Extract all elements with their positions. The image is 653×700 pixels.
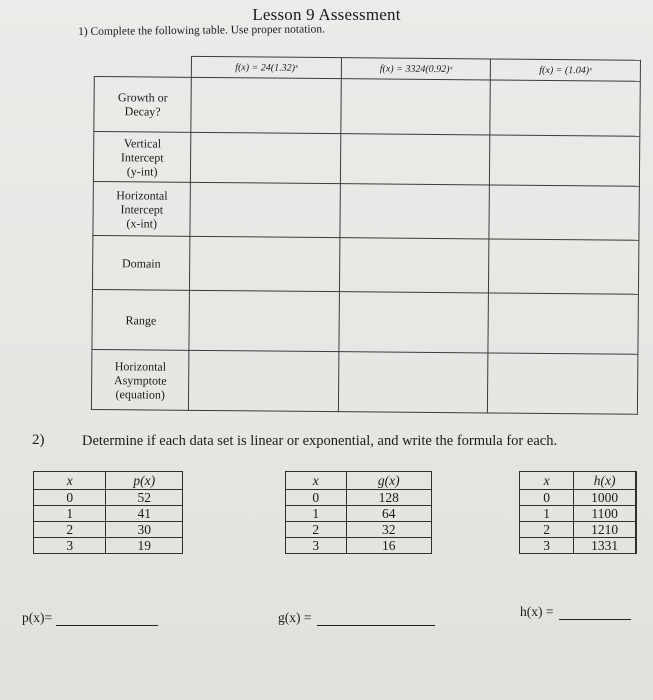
x-value: 3 [34, 538, 106, 554]
answer-cell[interactable] [339, 238, 489, 293]
label-line: Horizontal [114, 358, 167, 374]
data-table-h [519, 471, 637, 554]
answer-cell[interactable] [490, 80, 640, 136]
y-value: 30 [106, 522, 183, 538]
y-value: 128 [346, 490, 431, 506]
x-value: 0 [34, 490, 106, 506]
x-value: 3 [520, 538, 574, 554]
answer-cell[interactable] [191, 132, 341, 183]
answer-h [520, 604, 631, 620]
data-table-p [33, 471, 183, 554]
label-line: (x-int) [126, 215, 158, 231]
table-row [34, 506, 183, 522]
answer-blank-g[interactable] [317, 613, 435, 626]
label-line: Range [125, 312, 157, 328]
answer-p [22, 610, 158, 626]
label-line: (equation) [115, 386, 165, 402]
y-value: 64 [346, 506, 431, 522]
answer-cell[interactable] [189, 350, 339, 411]
x-value: 1 [520, 506, 574, 522]
column-header-f1: f(x) = 24(1.32)ˣ [192, 56, 342, 78]
table-row [520, 490, 637, 506]
row-label-domain [92, 235, 190, 290]
label-line: Asymptote [113, 372, 167, 388]
row-horizontal-asymptote [91, 349, 638, 414]
answer-cell[interactable] [190, 182, 340, 237]
row-label-horizontal-intercept [93, 181, 191, 236]
row-vertical-intercept [93, 132, 639, 187]
row-label-growth-decay [94, 77, 192, 133]
label-line: Growth or [117, 90, 168, 105]
table-row [34, 490, 183, 506]
x-value: 0 [286, 490, 347, 506]
y-value: 1210 [574, 522, 636, 538]
answer-label-g: g(x) = [278, 610, 312, 625]
header-x: x [520, 472, 574, 490]
row-label-horizontal-asymptote [91, 349, 189, 410]
answer-blank-h[interactable] [559, 607, 631, 620]
x-value: 3 [286, 538, 347, 554]
question-1-prompt: 1) Complete the following table. Use proper notation. [78, 23, 325, 38]
y-value: 52 [106, 490, 183, 506]
answer-blank-p[interactable] [56, 613, 158, 626]
answer-cell[interactable] [489, 239, 639, 294]
label-line: Intercept [120, 149, 164, 165]
row-growth-decay [94, 77, 640, 137]
answer-cell[interactable] [340, 184, 490, 239]
y-value: 41 [106, 506, 183, 522]
answer-cell[interactable] [190, 236, 340, 291]
table-row [34, 538, 183, 554]
answer-cell[interactable] [339, 292, 489, 353]
table-row [520, 522, 637, 538]
header-x: x [286, 472, 347, 490]
table-row [286, 490, 432, 506]
answer-cell[interactable] [488, 293, 638, 354]
header-px: p(x) [106, 472, 183, 490]
y-value: 16 [346, 538, 431, 554]
table-header-row [34, 472, 183, 490]
label-line: Domain [121, 255, 161, 271]
header-gx: g(x) [346, 472, 431, 490]
label-line: (y-int) [126, 163, 158, 179]
answer-cell[interactable] [490, 135, 640, 186]
answer-cell[interactable] [189, 290, 339, 351]
x-value: 1 [286, 506, 347, 522]
y-value: 19 [106, 538, 183, 554]
row-label-vertical-intercept [93, 132, 191, 183]
label-line: Decay? [124, 104, 161, 119]
row-label-range [92, 289, 190, 350]
table-row [286, 522, 432, 538]
label-line: Vertical [123, 135, 162, 151]
x-value: 2 [520, 522, 574, 538]
y-value: 1331 [574, 538, 636, 554]
question-2-number: 2) [32, 432, 45, 448]
properties-table [91, 55, 641, 415]
answer-cell[interactable] [489, 185, 639, 240]
answer-cell[interactable] [340, 134, 490, 185]
x-value: 2 [286, 522, 347, 538]
x-value: 0 [520, 490, 574, 506]
header-x: x [34, 472, 106, 490]
header-hx: h(x) [574, 472, 636, 490]
table-row [520, 538, 637, 554]
y-value: 32 [346, 522, 431, 538]
answer-cell[interactable] [338, 352, 488, 413]
y-value: 1000 [574, 490, 636, 506]
answer-cell[interactable] [191, 77, 341, 133]
row-domain [92, 235, 638, 294]
column-header-f3: f(x) = (1.04)ˣ [491, 59, 641, 81]
answer-cell[interactable] [341, 79, 491, 135]
column-header-f2: f(x) = 3324(0.92)ˣ [341, 58, 491, 80]
question-2-prompt: Determine if each data set is linear or exponential, and write the formula for each. [82, 433, 558, 449]
answer-cell[interactable] [488, 353, 638, 414]
answer-label-p: p(x)= [22, 610, 53, 625]
table-header-row [520, 472, 637, 490]
answer-label-h: h(x) = [520, 604, 554, 619]
table-row [286, 538, 432, 554]
answer-g [278, 610, 435, 626]
label-line: Horizontal [116, 187, 168, 203]
table-header-row [286, 472, 432, 490]
row-horizontal-intercept [93, 181, 639, 240]
table-row [520, 506, 637, 522]
data-table-g [285, 471, 432, 554]
y-value: 1100 [574, 506, 636, 522]
x-value: 1 [34, 506, 106, 522]
row-range [92, 289, 639, 354]
label-line: Intercept [120, 201, 164, 217]
corner-cell [94, 56, 192, 78]
table-row [34, 522, 183, 538]
x-value: 2 [34, 522, 106, 538]
page-title: Lesson 9 Assessment [252, 5, 401, 24]
table-row [286, 506, 432, 522]
